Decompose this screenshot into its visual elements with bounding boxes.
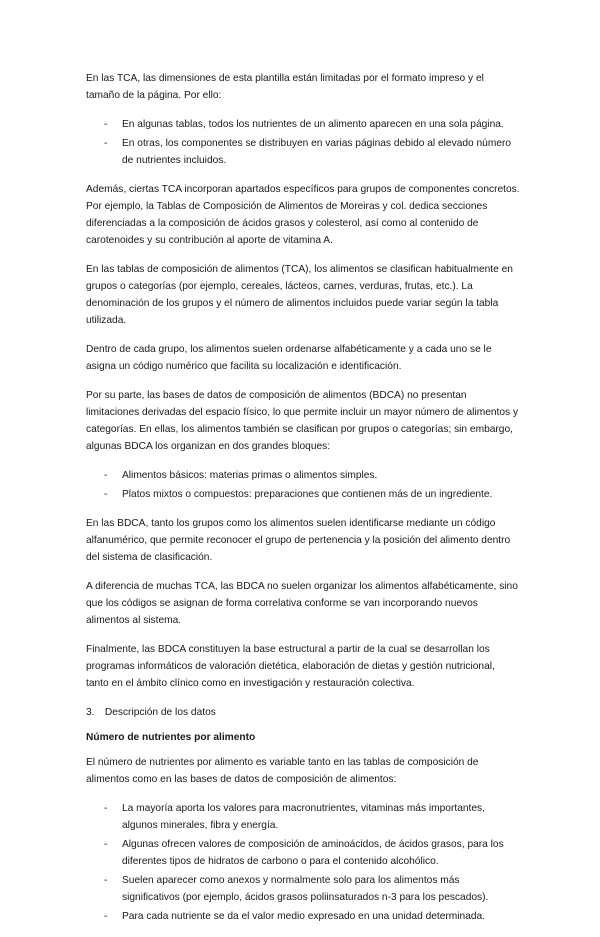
- dash-bullet: -: [104, 470, 108, 481]
- tca-layout-list: [86, 116, 520, 169]
- paragraph-bdca: Por su parte, las bases de datos de composición de alimentos (BDCA) no presentan limitaciones derivadas del espacio físico, lo que permite incluir un mayor número de alimentos y categorías. En ellas, los alimentos también se clasifican por grupos o categorías; sin embargo, algunas BDCA los organizan en dos grandes bloques:: [86, 390, 519, 452]
- dash-bullet: -: [104, 138, 108, 149]
- list-item-text: Suelen aparecer como anexos y normalmente solo para los alimentos más significativos (por ejemplo, ácidos grasos poliinsaturados n-3 para los pescados).: [122, 875, 489, 903]
- dash-bullet: -: [104, 803, 108, 814]
- section-heading: [86, 704, 520, 721]
- list-item: [86, 800, 520, 834]
- section-title: Descripción de los datos: [104, 707, 216, 718]
- nutrients-list: [86, 800, 520, 925]
- list-item-text: La mayoría aporta los valores para macronutrientes, vitaminas más importantes, algunos minerales, fibra y energía.: [122, 803, 485, 831]
- list-item: [86, 486, 520, 503]
- document-page: [86, 70, 520, 937]
- list-item: [86, 467, 520, 484]
- paragraph-nutrients: El número de nutrientes por alimento es variable tanto en las tablas de composición de alimentos como en las bases de datos de composición de alimentos:: [86, 757, 479, 785]
- dash-bullet: -: [104, 839, 108, 850]
- dash-bullet: -: [104, 875, 108, 886]
- list-item: [86, 135, 520, 169]
- list-item: [86, 908, 520, 925]
- section-number: 3.: [86, 707, 95, 718]
- list-item-text: Alimentos básicos: materias primas o alimentos simples.: [122, 470, 378, 481]
- paragraph-tca-groups: En las tablas de composición de alimentos (TCA), los alimentos se clasifican habitualmente en grupos o categorías (por ejemplo, cereales, lácteos, carnes, verduras, frutas, etc.). La denominación de los grupos y el número de alimentos incluidos puede variar según la tabla utilizada.: [86, 264, 513, 326]
- bdca-blocks-list: [86, 467, 520, 503]
- paragraph-bdca-programs: Finalmente, las BDCA constituyen la base estructural a partir de la cual se desarrollan los programas informáticos de valoración dietética, elaboración de dietas y gestión nutricional, tanto en el ámbito clínico como en investigación y restauración colectiva.: [86, 644, 495, 689]
- paragraph-specific-sections: Además, ciertas TCA incorporan apartados específicos para grupos de componentes concretos. Por ejemplo, la Tablas de Composición de Alimentos de Moreiras y col. dedica secciones diferenciadas a la composición de ácidos grasos y colesterol, así como al contenido de carotenoides y su contribución al aporte de vitamina A.: [86, 184, 520, 246]
- paragraph-bdca-order: A diferencia de muchas TCA, las BDCA no suelen organizar los alimentos alfabéticamente, sino que los códigos se asignan de forma correlativa conforme se van incorporando nuevos alimentos al sistema.: [86, 581, 518, 626]
- dash-bullet: -: [104, 119, 108, 130]
- subheading: Número de nutrientes por alimento: [86, 732, 256, 743]
- list-item: [86, 116, 520, 133]
- list-item-text: En algunas tablas, todos los nutrientes de un alimento aparecen en una sola página.: [122, 119, 504, 130]
- dash-bullet: -: [104, 911, 108, 922]
- list-item: [86, 872, 520, 906]
- list-item-text: En otras, los componentes se distribuyen en varias páginas debido al elevado número de nutrientes incluidos.: [122, 138, 512, 166]
- dash-bullet: -: [104, 489, 108, 500]
- paragraph-tca-dimensions: En las TCA, las dimensiones de esta plantilla están limitadas por el formato impreso y el tamaño de la página. Por ello:: [86, 73, 484, 101]
- paragraph-bdca-codes: En las BDCA, tanto los grupos como los alimentos suelen identificarse mediante un código alfanumérico, que permite reconocer el grupo de pertenencia y la posición del alimento dentro del sistema de clasificación.: [86, 518, 511, 563]
- list-item-text: Para cada nutriente se da el valor medio expresado en una unidad determinada.: [122, 911, 486, 922]
- list-item-text: Algunas ofrecen valores de composición de aminoácidos, de ácidos grasos, para los diferentes tipos de hidratos de carbono o para el contenido alcohólico.: [122, 839, 504, 867]
- list-item-text: Platos mixtos o compuestos: preparaciones que contienen más de un ingrediente.: [122, 489, 493, 500]
- list-item: [86, 836, 520, 870]
- paragraph-ordering: Dentro de cada grupo, los alimentos suelen ordenarse alfabéticamente y a cada uno se le asigna un código numérico que facilita su localización e identificación.: [86, 344, 492, 372]
